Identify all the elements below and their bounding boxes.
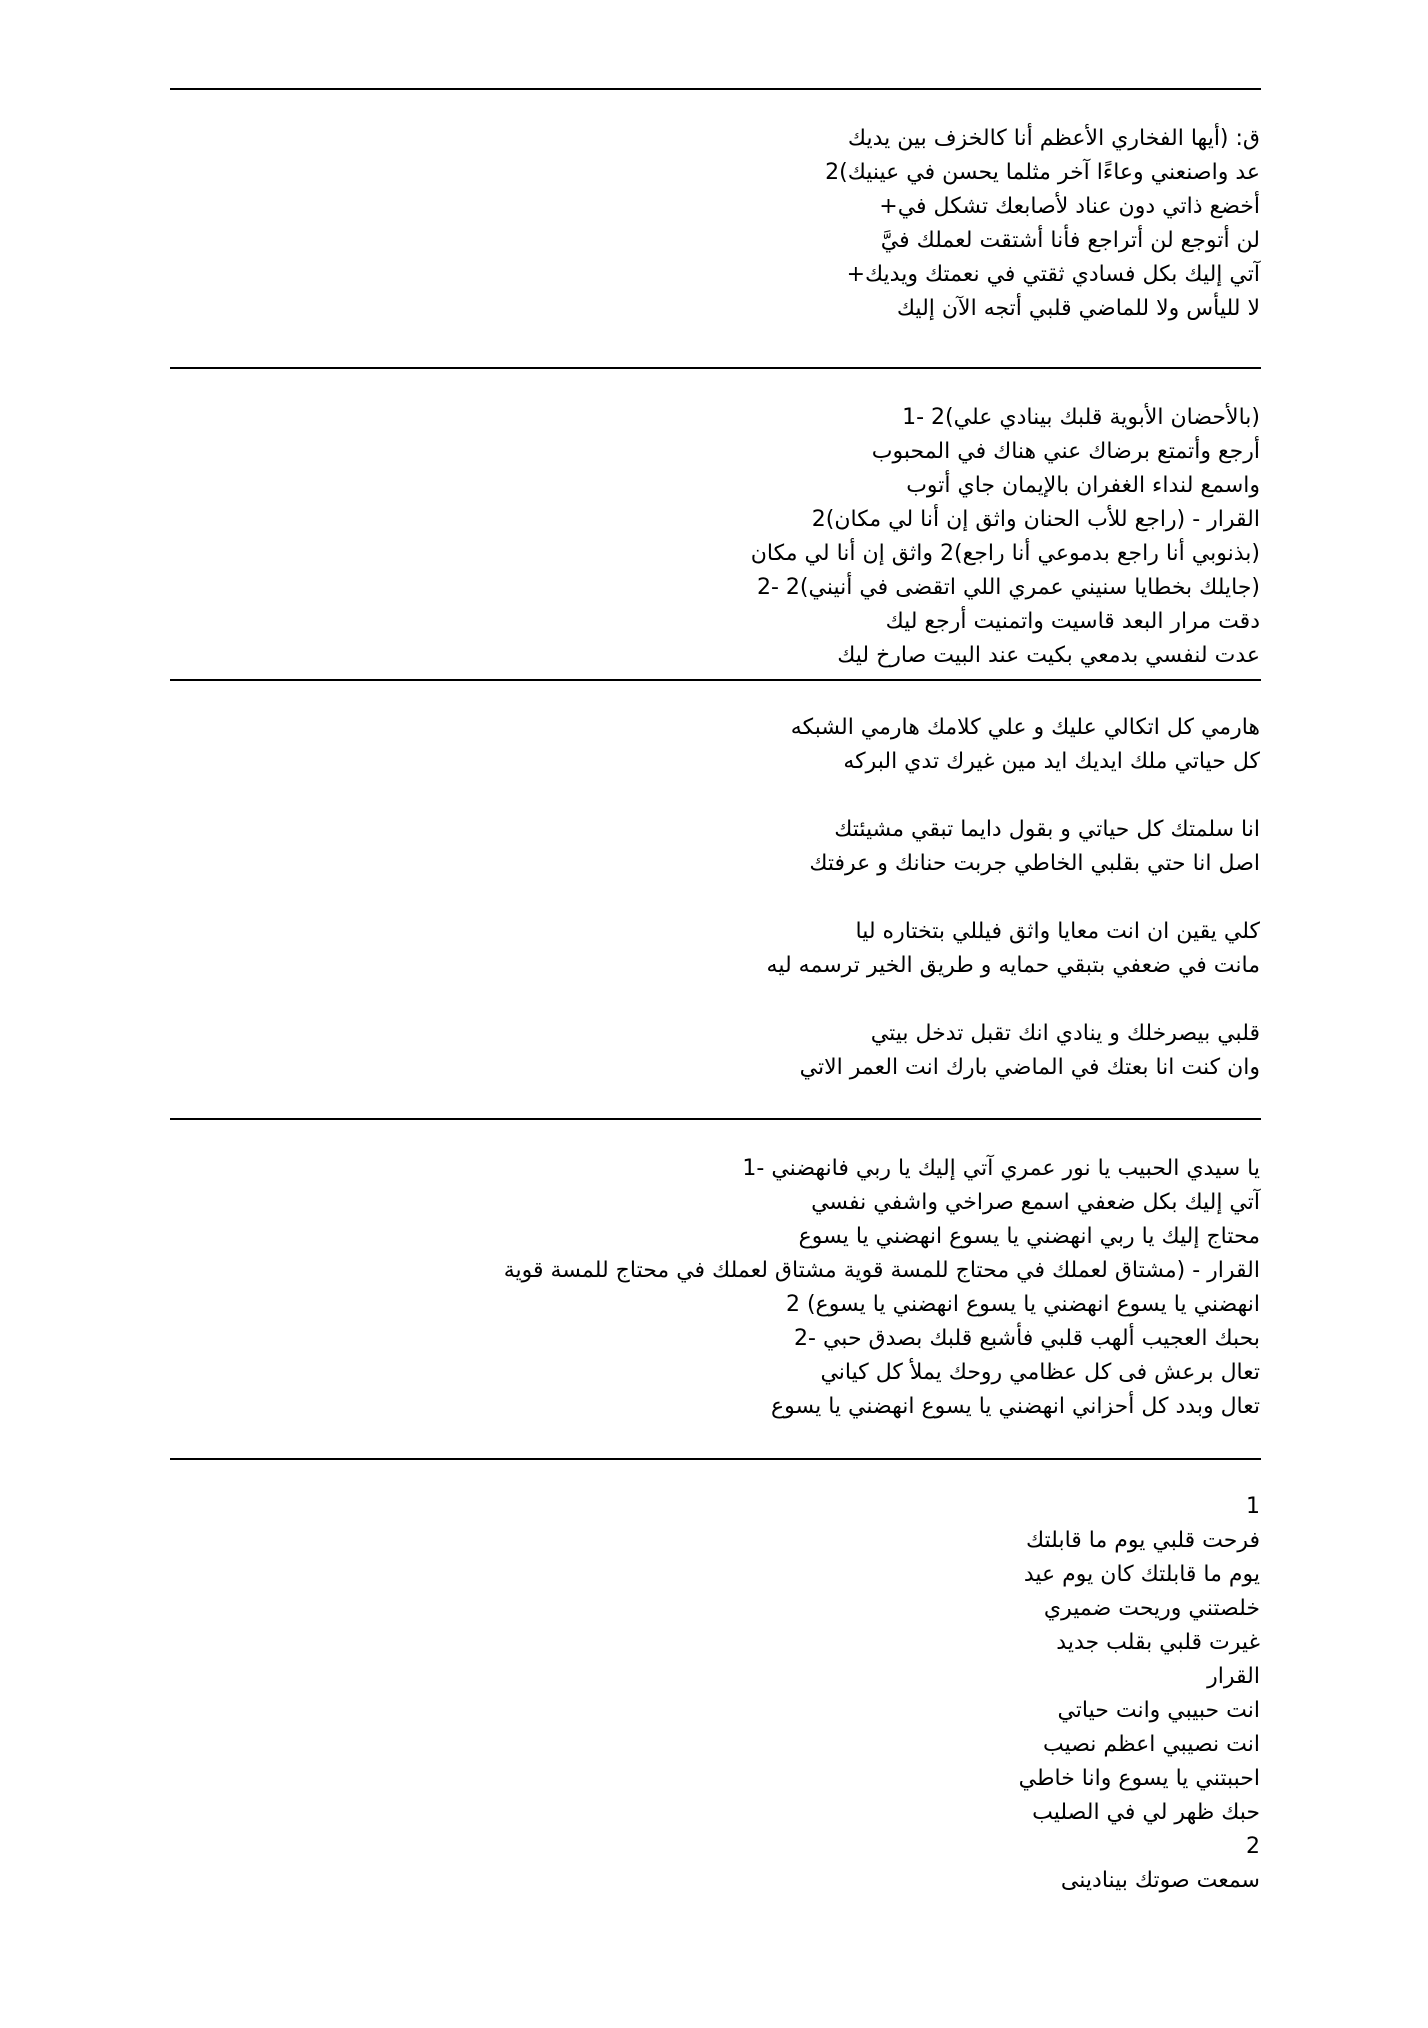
lyric-line: بحبك العجيب ألهب قلبي فأشبع قلبك بصدق حبي -2 [794,1326,1260,1351]
hymn-section-3 [260,711,1260,1085]
lyric-line: اصل انا حتي بقلبي الخاطي جربت حنانك و عرفتك [809,851,1260,876]
lyric-line: مانت في ضعفي بتبقي حمايه و طريق الخير ترسمه ليه [766,953,1260,978]
lyric-line: آتي إليك بكل فسادي ثقتي في نعمتك ويديك+ [846,262,1260,287]
lyric-line: سمعت صوتك بينادينى [1060,1868,1260,1893]
lyric-line: حبك ظهر لي في الصليب [1032,1800,1260,1825]
lyric-line: انا سلمتك كل حياتي و بقول دايما تبقي مشيئتك [834,817,1260,842]
lyric-line: 1 [1246,1494,1260,1519]
lyric-line: يوم ما قابلتك كان يوم عيد [1023,1562,1260,1587]
lyric-line: واسمع لنداء الغفران بالإيمان جاي أتوب [906,473,1260,498]
lyric-line: خلصتني وريحت ضميري [1043,1596,1260,1621]
section-divider [170,88,1261,90]
lyric-line: أخضع ذاتي دون عناد لأصابعك تشكل في+ [879,194,1260,219]
lyric-line: غيرت قلبي بقلب جديد [1056,1630,1260,1655]
lyric-line: القرار - (راجع للأب الحنان واثق إن أنا لي مكان)2 [811,507,1260,532]
lyric-line: احببتني يا يسوع وانا خاطي [1018,1766,1260,1791]
section-divider [170,679,1261,681]
section-divider [170,1458,1261,1460]
hymn-section-1 [260,122,1260,326]
lyric-line: قلبي بيصرخلك و ينادي انك تقبل تدخل بيتي [870,1021,1260,1046]
lyric-line: القرار - (مشتاق لعملك في محتاج للمسة قوية مشتاق لعملك في محتاج للمسة قوية [503,1258,1260,1283]
lyric-line: لا لليأس ولا للماضي قلبي أتجه الآن إليك [896,296,1260,321]
lyric-line: عدت لنفسي بدمعي بكيت عند البيت صارخ ليك [837,643,1260,668]
lyric-line: انت حبيبي وانت حياتي [1057,1698,1260,1723]
lyric-line: عد واصنعني وعاءًا آخر مثلما يحسن في عينيك)2 [825,160,1260,185]
lyric-line: (بالأحضان الأبوية قلبك بينادي علي)2 -1 [902,405,1260,430]
lyric-line: انت نصيبي اعظم نصيب [1042,1732,1260,1757]
blank-line [260,881,1260,915]
lyric-line: لن أتوجع لن أتراجع فأنا أشتقت لعملك فيَّ [880,228,1260,253]
section-divider [170,1118,1261,1120]
blank-line [260,983,1260,1017]
section-divider [170,367,1261,369]
lyric-line: فرحت قلبي يوم ما قابلتك [1025,1528,1260,1553]
lyric-line: كل حياتي ملك ايديك ايد مين غيرك تدي البركه [843,749,1260,774]
lyric-line: 2 [1246,1834,1260,1859]
lyric-line: هارمي كل اتكالي عليك و علي كلامك هارمي الشبكه [790,715,1260,740]
lyric-line: (جايلك بخطايا سنيني عمري اللي اتقضى في أنيني)2 -2 [756,575,1260,600]
lyric-line: كلي يقين ان انت معايا واثق فيللي بتختاره ليا [855,919,1260,944]
hymn-section-5 [260,1490,1260,1898]
lyric-line: آتي إليك بكل ضعفي اسمع صراخي واشفي نفسي [811,1190,1260,1215]
lyric-line: تعال برعش فى كل عظامي روحك يملأ كل كياني [820,1360,1260,1385]
blank-line [260,779,1260,813]
lyric-line: أرجع وأتمتع برضاك عني هناك في المحبوب [871,439,1260,464]
lyric-line: انهضني يا يسوع انهضني يا يسوع انهضني يا يسوع) 2 [785,1292,1260,1317]
hymn-section-2 [260,401,1260,673]
lyric-line: ق: (أيها الفخاري الأعظم أنا كالخزف بين يديك [847,126,1260,151]
hymn-section-4 [260,1152,1260,1424]
lyric-line: دقت مرار البعد قاسيت واتمنيت أرجع ليك [885,609,1260,634]
lyric-line: (بذنوبي أنا راجع بدموعي أنا راجع)2 واثق إن أنا لي مكان [750,541,1260,566]
lyric-line: تعال وبدد كل أحزاني انهضني يا يسوع انهضني يا يسوع [770,1394,1260,1419]
lyric-line: يا سيدي الحبيب يا نور عمري آتي إليك يا ربي فانهضني -1 [742,1156,1260,1181]
lyric-line: محتاج إليك يا ربي انهضني يا يسوع انهضني يا يسوع [798,1224,1260,1249]
lyric-line: القرار [1207,1664,1260,1689]
lyric-line: وان كنت انا بعتك في الماضي بارك انت العمر الاتي [799,1055,1260,1080]
